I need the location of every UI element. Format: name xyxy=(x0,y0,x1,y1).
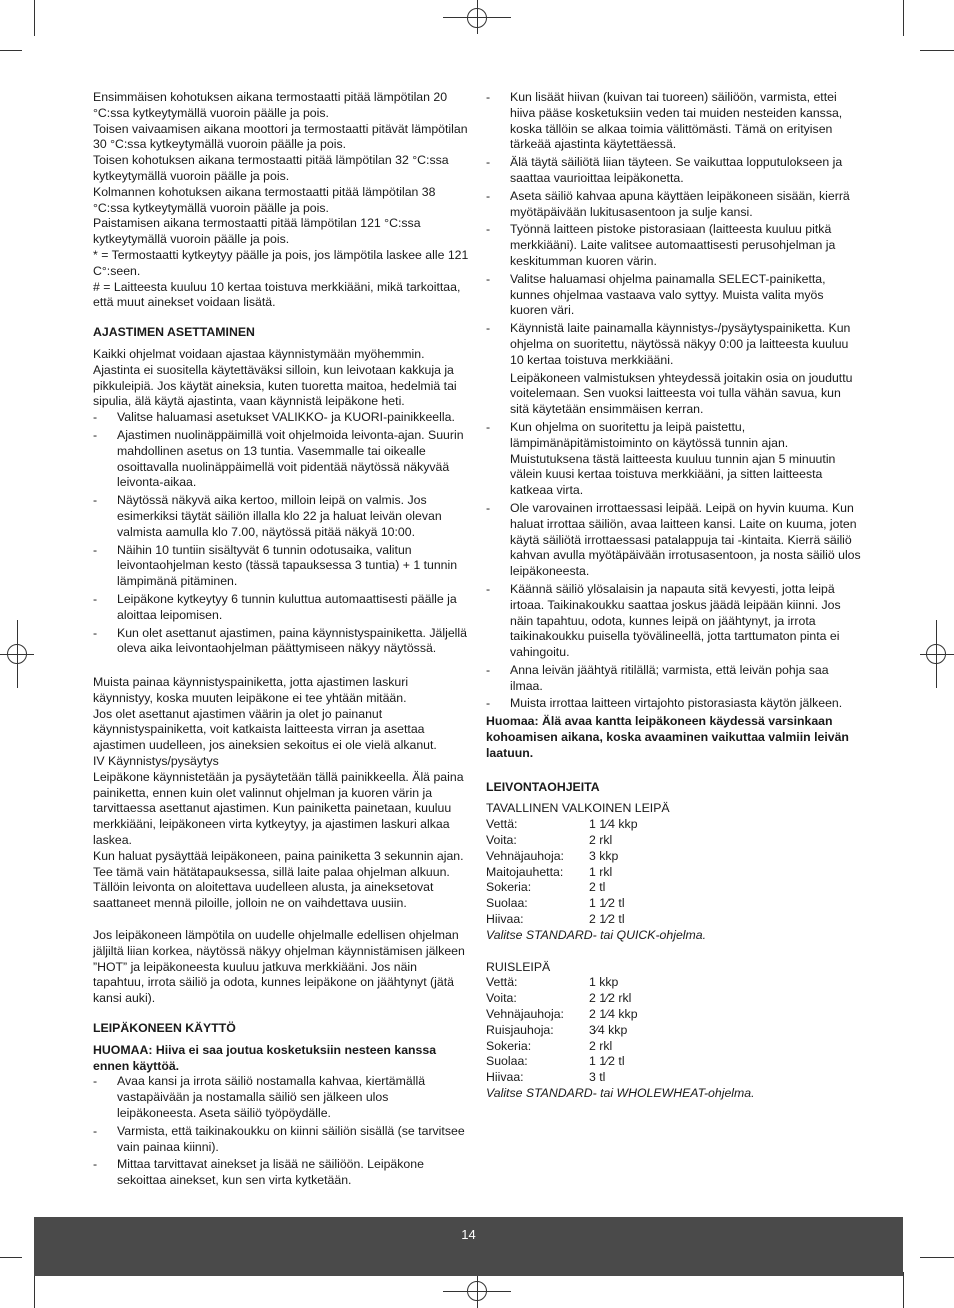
timer-steps xyxy=(93,410,471,657)
table-row: Sokeria: 2 rkl xyxy=(486,1038,613,1053)
recipe-ingredients xyxy=(486,817,638,928)
timer-heading: AJASTIMEN ASETTAMINEN xyxy=(93,325,255,340)
usage-steps xyxy=(93,1074,471,1189)
intro-paragraph: Toisen kohotuksen aikana termostaatti pitää lämpötilan 32 °C:ssa kytkeytymällä vuoroin päälle ja pois. xyxy=(93,153,449,183)
list-item: - Näihin 10 tuntiin sisältyvät 6 tunnin odotusaika, valitun leivontaohjelman kesto (tässä tapauksessa 3 tuntia) + 1 tunnin lämpimänä pitäminen. xyxy=(93,543,471,590)
list-item: - Kun lisäät hiivan (kuivan tai tuoreen) säiliöön, varmista, ettei hiiva pääse kosketuksiin veden tai muiden nesteiden kanssa, koska tällöin se alkaa toimia välittömästi. Tämä on erityisen tärkeää ajastinta käytettäessä. xyxy=(486,90,862,153)
list-item: - Anna leivän jäähtyä ritilällä; varmista, että leivän pohja saa ilmaa. xyxy=(486,663,862,695)
hot-paragraph: Jos leipäkoneen lämpötila on uudelle ohjelmalle edellisen ohjelman jäljiltä liian korkea, näytössä näkyy ohjelman käynnistämisen jälkeen ”HOT” ja leipäkoneesta kuuluu jatkuva merkkiääni. Jos näin tapahtuu, irrota säiliö ja odota, kunnes leipäkone on jäähtynyt (jätä kansi auki). xyxy=(93,928,465,1006)
table-row: Hiivaa: 3 tl xyxy=(486,1070,606,1085)
intro-paragraph: * = Termostaatti kytkeytyy päälle ja pois, jos lämpötila laskee alle 121 C°:seen. xyxy=(93,247,469,278)
table-row: Vehnäjauhoja: 2 1⁄4 kkp xyxy=(486,1007,638,1022)
table-row: Hiivaa: 2 1⁄2 tl xyxy=(486,912,625,927)
list-item: - Mittaa tarvittavat ainekset ja lisää ne säiliöön. Leipäkone sekoittaa ainekset, kun sen virta kytketään. xyxy=(93,1157,471,1189)
usage-steps-continued xyxy=(486,90,862,369)
list-item: - Kun olet asettanut ajastimen, paina käynnistyspainiketta. Jäljellä oleva aika leivontaohjelman päättymiseen näkyy näytössä. xyxy=(93,626,471,658)
intro-paragraph: Toisen vaivaamisen aikana moottori ja termostaatti pitävät lämpötilan 30 °C:ssa kytkeytymällä vuoroin päälle ja pois. xyxy=(93,121,468,152)
recipes-heading: LEIVONTAOHJEITA xyxy=(486,779,600,794)
section-label: IV Käynnistys/pysäytys xyxy=(93,754,219,769)
intro-paragraph: # = Laitteesta kuuluu 10 kertaa toistuva merkkiääni, mikä tarkoittaa, että muut ainekset voidaan lisätä. xyxy=(93,279,461,310)
list-item: - Avaa kansi ja irrota säiliö nostamalla kahvaa, kiertämällä vastapäivään ja nostamalla säiliö sen jälkeen ulos leipäkoneesta. Aseta säiliö työpöydälle. xyxy=(93,1074,471,1121)
list-item: - Ole varovainen irrottaessasi leipää. Leipä on hyvin kuuma. Kun haluat irrottaa säiliön, avaa laitteen kansi. Laite on kuuma, joten käytä säiliötä irrottaessasi patalappuja tai -kintaita. Kierrä säiliö kahvan avulla myötäpäivään irrotusasentoon, ja nosta säiliö ulos leipäkoneesta. xyxy=(486,501,862,580)
timer-intro: Kaikki ohjelmat voidaan ajastaa käynnistymään myöhemmin. Ajastinta ei suositella käytettäväksi silloin, kun leivotaan kakkuja ja pikkuleipiä. Jos käytät aineksia, kuten tuoretta maitoa, hedelmiä tai sipulia, älä käytä ajastinta, vaan käynnistä leipäkone heti. xyxy=(93,346,457,409)
timer-paragraph: Jos olet asettanut ajastimen väärin ja olet jo painanut käynnistyspainiketta, voit katkaista laitteesta virran ja asettaa ajastimen uudelleen, jos aineksien sekoitus ei ole vielä alkanut. xyxy=(93,706,437,753)
table-row: Vettä: 1 1⁄4 kkp xyxy=(486,817,638,832)
table-row: Voita: 2 rkl xyxy=(486,833,613,848)
table-row: Suolaa: 1 1⁄2 tl xyxy=(486,1054,625,1069)
lubrication-note: Leipäkoneen valmistuksen yhteydessä joitakin osia on jouduttu voitelemaan. Sen vuoksi laitteesta voi tulla vähän savua, kun sitä käytetään ensimmäisen kerran. xyxy=(510,370,853,417)
timer-paragraph: Kun haluat pysäyttää leipäkoneen, paina painiketta 3 sekunnin ajan. Tee tämä vain hätätapauksessa, sillä laite palaa ohjelman alkuun. Tällöin leivonta on aloitettava uudelleen alusta, ja aineksetovat saattaneet mennä piloille, jolloin ne on vaihdettava uusiin. xyxy=(93,848,464,911)
recipe-title: TAVALLINEN VALKOINEN LEIPÄ xyxy=(486,801,670,816)
list-item: - Työnnä laitteen pistoke pistorasiaan (laitteesta kuuluu pitkä merkkiääni). Laite valitsee automaattisesti perusohjelman ja keskitumman kuoren värin. xyxy=(486,222,862,269)
recipe-title: RUISLEIPÄ xyxy=(486,959,551,974)
table-row: Maitojauhetta: 1 rkl xyxy=(486,864,613,879)
list-item: - Valitse haluamasi ohjelma painamalla SELECT-painiketta, kunnes ohjelmaa vastaava valo syttyy. Muista valita myös kuoren väri. xyxy=(486,272,862,319)
recipe-note: Valitse STANDARD- tai WHOLEWHEAT-ohjelma. xyxy=(486,1086,755,1101)
table-row: Sokeria: 2 tl xyxy=(486,880,606,895)
list-item: - Kun ohjelma on suoritettu ja leipä paistettu, lämpimänäpitämistoiminto on käytössä tunnin ajan. Muistutuksena tästä laitteesta kuuluu tunnin ajan 5 minuutin välein kuusi kertaa toistuva merkkiääni, ja sitten laitteesta katkeaa virta. xyxy=(486,420,862,499)
usage-note: HUOMAA: Hiiva ei saa joutua kosketuksiin nesteen kanssa ennen käyttöä. xyxy=(93,1042,437,1073)
table-row: Ruisjauhoja: 3⁄4 kkp xyxy=(486,1022,628,1037)
usage-heading: LEIPÄKONEEN KÄYTTÖ xyxy=(93,1021,236,1036)
list-item: - Leipäkone kytkeytyy 6 tunnin kuluttua automaattisesti päälle ja aloittaa leipomisen. xyxy=(93,592,471,624)
list-item: - Aseta säiliö kahvaa apuna käyttäen leipäkoneen sisään, kierrä myötäpäivään lukitusasentoon ja sulje kansi. xyxy=(486,189,862,221)
timer-paragraph: Muista painaa käynnistyspainiketta, jotta ajastimen laskuri käynnistyy, koska muuten leipäkone ei tee yhtään mitään. xyxy=(93,675,409,705)
list-item xyxy=(486,321,862,368)
list-item: - Varmista, että taikinakoukku on kiinni säiliön sisällä (se tarvitsee vain painaa kiinni). xyxy=(93,1124,471,1156)
list-item: - Muista irrottaa laitteen virtajohto pistorasiasta käytön jälkeen. xyxy=(486,696,862,712)
recipe-ingredients xyxy=(486,975,638,1086)
recipe-note: Valitse STANDARD- tai QUICK-ohjelma. xyxy=(486,927,707,942)
list-item: - Näytössä näkyvä aika kertoo, milloin leipä on valmis. Jos esimerkiksi täytät säiliön illalla klo 22 ja haluat leivän olevan valmista aamulla klo 7.00, näytössä pitää näkyä 10:00. xyxy=(93,493,471,540)
intro-paragraph: Kolmannen kohotuksen aikana termostaatti pitää lämpötilan 38 °C:ssa kytkeytymällä vuoroin päälle ja pois. xyxy=(93,184,436,215)
table-row: Voita: 2 1⁄2 rkl xyxy=(486,991,632,1006)
usage-steps-more xyxy=(486,420,862,712)
page-number: 14 xyxy=(461,1227,476,1242)
left-column xyxy=(93,90,471,1191)
intro-paragraph: Paistamisen aikana termostaatti pitää lämpötilan 121 °C:ssa kytkeytymällä vuoroin päälle ja pois. xyxy=(93,216,421,247)
list-item: - Ajastimen nuolinäppäimillä voit ohjelmoida leivonta-ajan. Suurin mahdollinen asetus on 13 tuntia. Vasemmalle tai oikealle osoittavalla nuolinäppäimellä voit pidentää näytössä näkyvää leivonta-aikaa. xyxy=(93,428,471,491)
intro-paragraph: Ensimmäisen kohotuksen aikana termostaatti pitää lämpötilan 20 °C:ssa kytkeytymällä vuoroin päälle ja pois. xyxy=(93,90,448,120)
warning-note: Huomaa: Älä avaa kantta leipäkoneen käydessä varsinkaan kohoamisen aikana, koska avaaminen vaikuttaa valmiin leivän laatuun. xyxy=(486,714,849,760)
footer-bar xyxy=(34,1217,903,1276)
timer-paragraph: Leipäkone käynnistetään ja pysäytetään tällä painikkeella. Älä paina painiketta, ennen kuin olet valinnut ohjelman ja kuoren värin ja tarvittaessa asettanut ajastimen. Kun painiketta painetaan, kuuluu merkkiääni, leipäkoneen virta kytkeytyy, ja ajastimen laskuri alkaa laskea. xyxy=(93,769,464,848)
right-column xyxy=(486,90,862,1102)
table-row: Suolaa: 1 1⁄2 tl xyxy=(486,896,625,911)
table-row: Vettä: 1 kkp xyxy=(486,975,619,990)
list-item: - Käännä säiliö ylösalaisin ja napauta sitä kevyesti, jotta leipä irtoaa. Taikinakoukku saattaa joskus jäädä leipään kiinni. Jos näin tapahtuu, odota, kunnes leipä on jäähtynyt, ja irrota taikinakoukku puisella työvälineellä, jotta tarttumaton pinta ei vahingoitu. xyxy=(486,582,862,661)
table-row: Vehnäjauhoja: 3 kkp xyxy=(486,848,619,863)
list-item: - Älä täytä säiliötä liian täyteen. Se vaikuttaa lopputulokseen ja saattaa vaurioittaa leipäkonetta. xyxy=(486,155,862,187)
list-item: - Valitse haluamasi asetukset VALIKKO- ja KUORI-painikkeella. xyxy=(93,410,471,426)
list-item-text: Käynnistä laite painamalla käynnistys-/pysäytyspainiketta. Kun ohjelma on suoritettu, näytössä näkyy 0:00 ja laitteesta kuuluu 10 kertaa toistuva merkkiääni. xyxy=(510,321,851,367)
